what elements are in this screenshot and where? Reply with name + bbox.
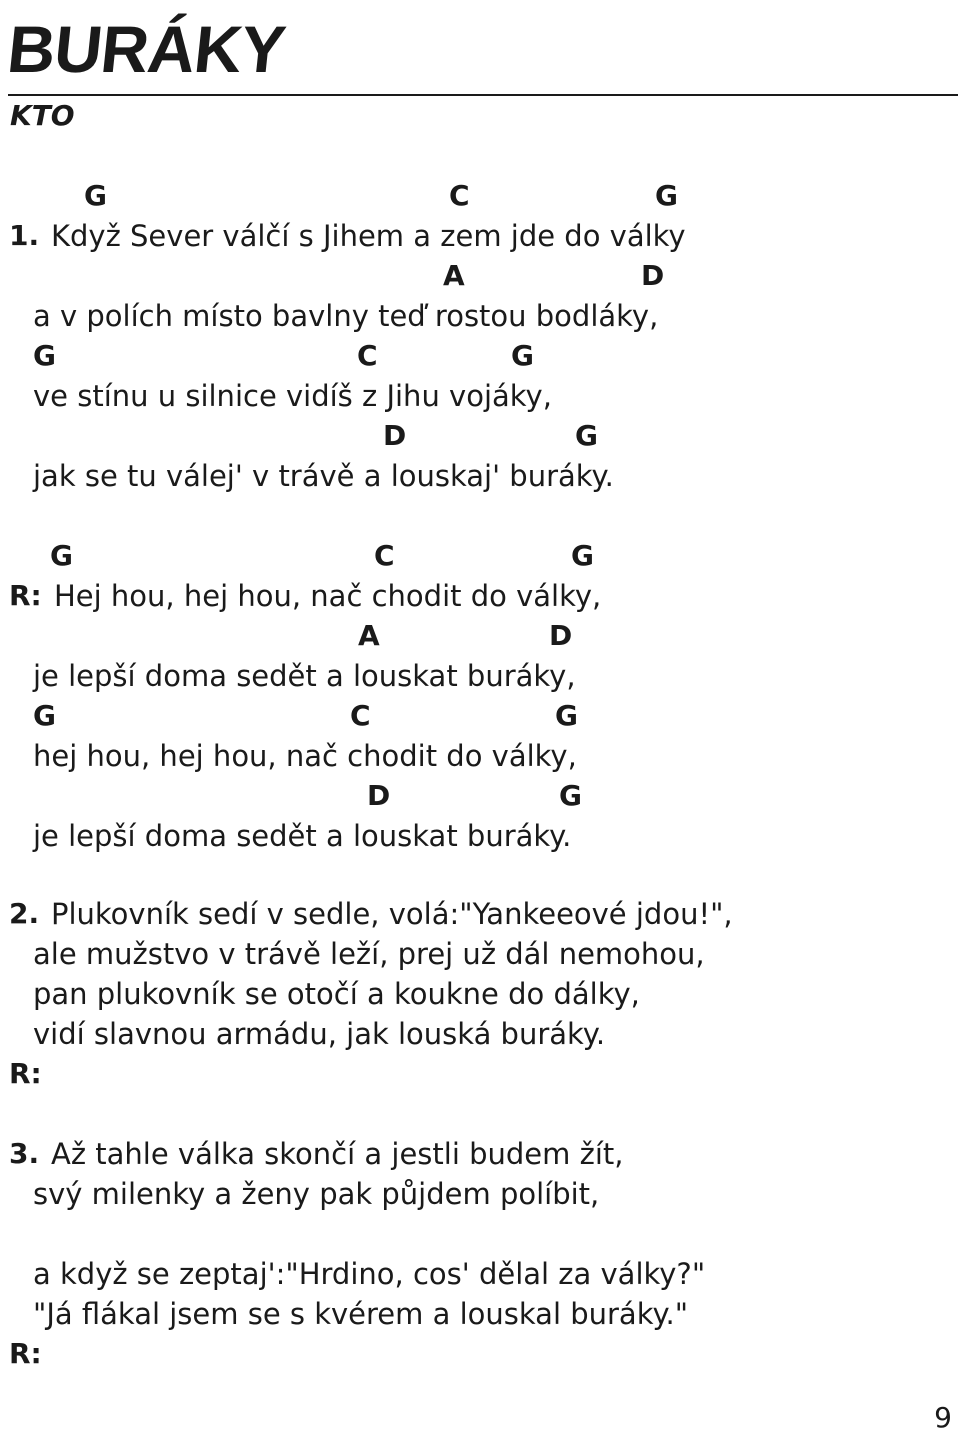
chorus-label: R: <box>9 579 42 612</box>
chord: G <box>33 339 56 372</box>
chord: G <box>559 779 582 812</box>
lyric-line: Když Sever válčí s Jihem a zem jde do války <box>51 219 686 253</box>
lyric-line: je lepší doma sedět a louskat buráky, <box>33 659 576 693</box>
chord: D <box>367 779 391 812</box>
chord: C <box>449 179 470 212</box>
lyric-line: svý milenky a ženy pak půjdem políbit, <box>33 1177 600 1211</box>
chord: G <box>655 179 678 212</box>
chord: C <box>357 339 378 372</box>
chord: D <box>641 259 665 292</box>
lyric-line: ale mužstvo v trávě leží, prej už dál nemohou, <box>33 937 705 971</box>
song-title: BURÁKY <box>4 12 289 86</box>
chord: D <box>549 619 573 652</box>
chord: G <box>575 419 598 452</box>
chord: G <box>511 339 534 372</box>
chord: A <box>443 259 465 292</box>
lyric-line: je lepší doma sedět a louskat buráky. <box>33 819 572 853</box>
title-divider <box>8 94 958 96</box>
lyric-line: a když se zeptaj':"Hrdino, cos' dělal za války?" <box>33 1257 706 1291</box>
chord: G <box>84 179 107 212</box>
lyric-line: Hej hou, hej hou, nač chodit do války, <box>54 579 602 613</box>
lyric-line: a v polích místo bavlny teď rostou bodláky, <box>33 299 659 333</box>
chord: G <box>555 699 578 732</box>
lyric-line: Plukovník sedí v sedle, volá:"Yankeeové jdou!", <box>51 897 733 931</box>
lyric-line: Až tahle válka skončí a jestli budem žít, <box>51 1137 624 1171</box>
lyric-line: jak se tu válej' v trávě a louskaj' buráky. <box>33 459 614 493</box>
lyric-line: "Já flákal jsem se s kvérem a louskal buráky." <box>33 1297 689 1331</box>
page-number: 9 <box>934 1401 952 1434</box>
chord: C <box>374 539 395 572</box>
song-artist: KTO <box>10 99 75 132</box>
verse-number: 3. <box>9 1137 40 1170</box>
chord: D <box>383 419 407 452</box>
lyric-line: ve stínu u silnice vidíš z Jihu vojáky, <box>33 379 552 413</box>
chord: G <box>571 539 594 572</box>
chord: A <box>358 619 380 652</box>
verse-number: 1. <box>9 219 40 252</box>
lyric-line: pan plukovník se otočí a koukne do dálky, <box>33 977 640 1011</box>
chord: G <box>33 699 56 732</box>
chord: C <box>350 699 371 732</box>
chorus-reference: R: <box>9 1057 42 1090</box>
lyric-line: vidí slavnou armádu, jak louská buráky. <box>33 1017 606 1051</box>
lyric-line: hej hou, hej hou, nač chodit do války, <box>33 739 577 773</box>
verse-number: 2. <box>9 897 40 930</box>
chorus-reference: R: <box>9 1337 42 1370</box>
chord: G <box>50 539 73 572</box>
